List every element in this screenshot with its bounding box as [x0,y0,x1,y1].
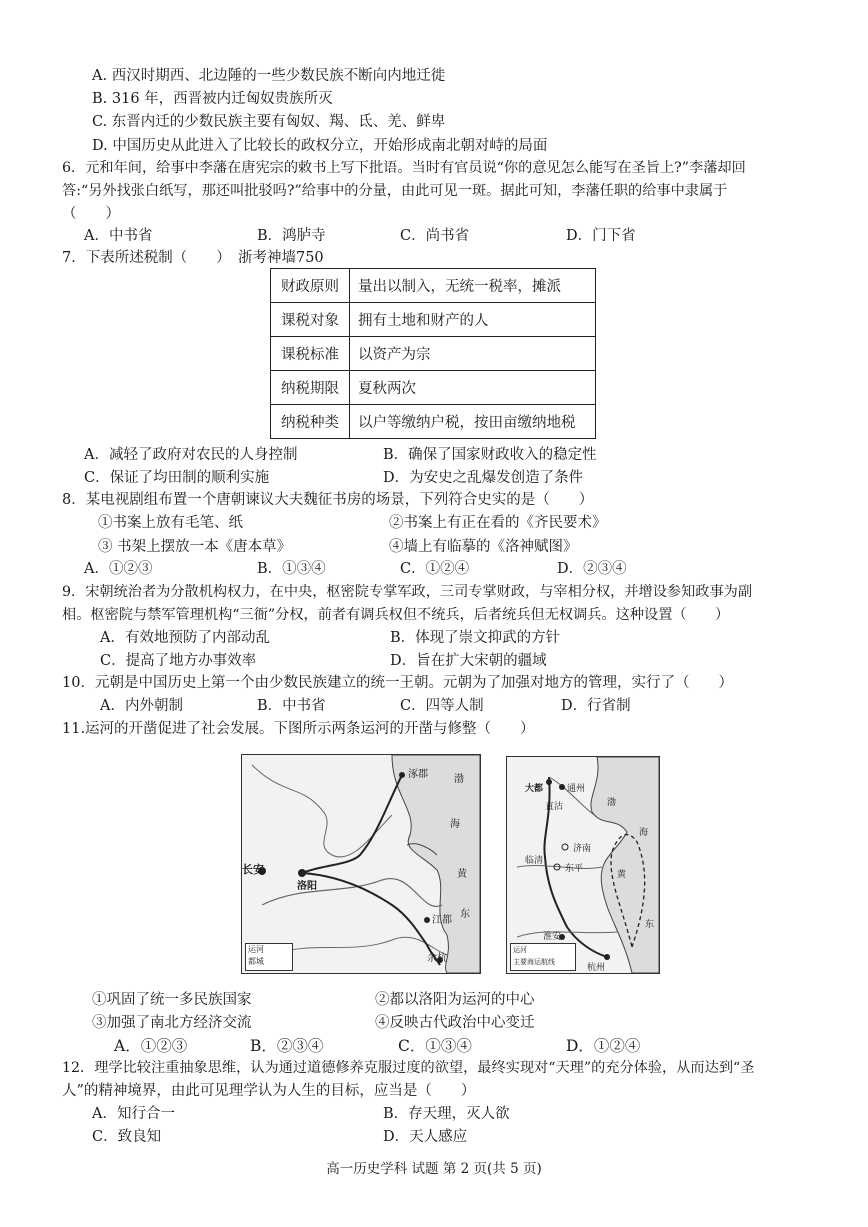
map1-legend [245,943,293,971]
q11-statement-1: ①巩固了统一多民族国家 [92,992,252,1008]
q9-option-b: B．体现了崇文抑武的方针 [390,630,561,646]
q7-option-c: C．保证了均田制的顺利实施 [84,470,270,486]
legend-canal: 运河 [513,946,527,954]
q12-stem-line2: 人”的精神境界，由此可见理学认为人生的目标，应当是（ ） [62,1083,476,1099]
label-luoyang: 洛阳 [297,881,317,892]
q11-statement-4: ④反映古代政治中心变迁 [375,1015,535,1031]
label-sea-3: 黄 [617,870,627,880]
q11-statement-3: ③加强了南北方经济交流 [92,1015,252,1031]
q12-option-d: D．天人感应 [383,1129,468,1145]
q7-option-a: A．减轻了政府对农民的人身控制 [84,447,298,463]
label-jiangdu: 江都 [432,915,452,926]
q10-option-c: C．四等人制 [400,698,484,714]
q12-option-c: C．致良知 [92,1129,162,1145]
table-row [271,269,596,303]
q9-stem-line1: 9．宋朝统治者为分散机构权力，在中央，枢密院专掌军政，三司专掌财政，与宰相分权，并增设参知政事为副 [62,584,753,600]
q6-stem-line3: （ ） [62,206,120,222]
table-row [271,337,596,371]
q6-option-b: B．鸿胪寺 [257,228,326,244]
label-hangzhou: 杭州 [587,963,606,973]
q8-statement-4: ④墙上有临摹的《洛神赋图》 [389,539,578,555]
page-footer: 高一历史学科 试题 第 2 页(共 5 页) [326,1161,542,1177]
q5-option-a: A. 西汉时期西、北边陲的一些少数民族不断向内地迁徙 [92,68,446,84]
q10-option-b: B．中书省 [257,698,326,714]
legend-capital: 都城 [248,957,264,966]
q12-option-a: A．知行合一 [92,1106,175,1122]
table-key: 纳税种类 [271,405,350,439]
q7-stem: 7．下表所述税制（ ） 浙考神墙750 [62,250,324,266]
q8-option-d: D．②③④ [557,561,627,577]
q8-statement-2: ②书案上有正在看的《齐民要术》 [389,515,607,531]
q8-statement-3: ③ 书架上摆放一本《唐本草》 [98,539,292,555]
q5-option-d: D. 中国历史从此进入了比较长的政权分立，开始形成南北朝对峙的局面 [92,138,548,154]
legend-sea-route: 主要海运航线 [513,958,555,966]
q11-option-d: D．①②④ [566,1037,641,1055]
q6-stem-line2: 答:“另外找张白纸写，那还叫批驳吗?”给事中的分量，由此可见一斑。据此可知，李藩任职的给事中隶属于 [62,183,728,199]
q8-option-c: C．①②④ [400,561,470,577]
q11-option-c: C．①③④ [398,1037,472,1055]
q6-option-c: C．尚书省 [400,228,470,244]
label-zhuojun: 涿郡 [408,769,428,780]
q10-stem: 10．元朝是中国历史上第一个由少数民族建立的统一王朝。元朝为了加强对地方的管理，实行了（ ） [62,675,733,691]
map-yuan-canal [506,756,660,974]
q10-option-a: A．内外朝制 [100,698,183,714]
q11-option-a: A．①②③ [114,1037,188,1055]
label-sea-1: 渤 [607,798,617,808]
q5-option-b: B. 316 年，西晋被内迁匈奴贵族所灭 [92,91,333,107]
label-yuhang: 余杭 [427,953,447,964]
label-sea-2: 海 [450,819,460,830]
table-value: 以资产为宗 [350,337,596,371]
q11-stem: 11.运河的开凿促进了社会发展。下图所示两条运河的开凿与修整（ ） [62,721,535,737]
q9-option-a: A．有效地预防了内部动乱 [100,630,270,646]
table-key: 纳税期限 [271,371,350,405]
label-sea-3: 黄 [457,869,467,880]
q5-option-c: C. 东晋内迁的少数民族主要有匈奴、羯、氐、羌、鲜卑 [92,114,446,130]
q11-option-b: B．②③④ [250,1037,324,1055]
label-tongzhou: 通州 [567,784,586,794]
q9-option-c: C．提高了地方办事效率 [100,653,257,669]
label-sea-4: 东 [645,920,655,930]
q10-option-d: D．行省制 [561,698,631,714]
table-value: 夏秋两次 [350,371,596,405]
q7-option-d: D．为安史之乱爆发创造了条件 [383,470,584,486]
table-value: 量出以制入，无统一税率，摊派 [350,269,596,303]
label-changan: 长安 [242,863,264,876]
q9-option-d: D．旨在扩大宋朝的疆域 [390,653,547,669]
table-value: 拥有土地和财产的人 [350,303,596,337]
q6-option-d: D．门下省 [566,228,636,244]
label-jinan: 济南 [573,844,592,854]
map2-legend [510,943,576,971]
q9-stem-line2: 相。枢密院与禁军管理机构“三衙”分权，前者有调兵权但不统兵，后者统兵但无权调兵。这种设置（ ） [62,607,730,623]
q8-option-b: B．①③④ [257,561,326,577]
q6-stem-line1: 6．元和年间，给事中李藩在唐宪宗的敕书上写下批语。当时有官员说“你的意见怎么能写在圣旨上?”李藩却回 [62,160,746,176]
label-huaian: 淮安 [543,932,562,942]
label-sea-2: 海 [639,828,649,838]
q8-stem: 8．某电视剧组布置一个唐朝谏议大夫魏征书房的场景，下列符合史实的是（ ） [62,492,594,508]
q6-option-a: A．中书省 [84,228,153,244]
legend-canal: 运河 [248,945,264,954]
q7-option-b: B．确保了国家财政收入的稳定性 [383,447,597,463]
q8-statement-1: ①书案上放有毛笔、纸 [98,515,243,531]
table-key: 课税对象 [271,303,350,337]
label-dadu: 大都 [525,784,544,794]
table-row [271,371,596,405]
label-linqing: 临清 [525,856,544,866]
table-key: 课税标准 [271,337,350,371]
table-value: 以户等缴纳户税，按田亩缴纳地税 [350,405,596,439]
table-row [271,303,596,337]
label-sea-4: 东 [460,909,470,920]
q12-option-b: B．存天理，灭人欲 [383,1106,510,1122]
table-row [271,405,596,439]
q12-stem-line1: 12．理学比较注重抽象思维，认为通过道德修养克服过度的欲望，最终实现对“天理”的充分体验，从而达到“圣 [62,1060,755,1076]
map-sui-canal [241,754,481,974]
label-dongping: 东平 [565,864,584,874]
tax-system-table [270,268,596,439]
label-sea-1: 渤 [454,774,464,785]
table-key: 财政原则 [271,269,350,303]
q11-statement-2: ②都以洛阳为运河的中心 [375,992,535,1008]
label-zhigu: 直沽 [545,802,564,812]
q8-option-a: A．①②③ [84,561,153,577]
